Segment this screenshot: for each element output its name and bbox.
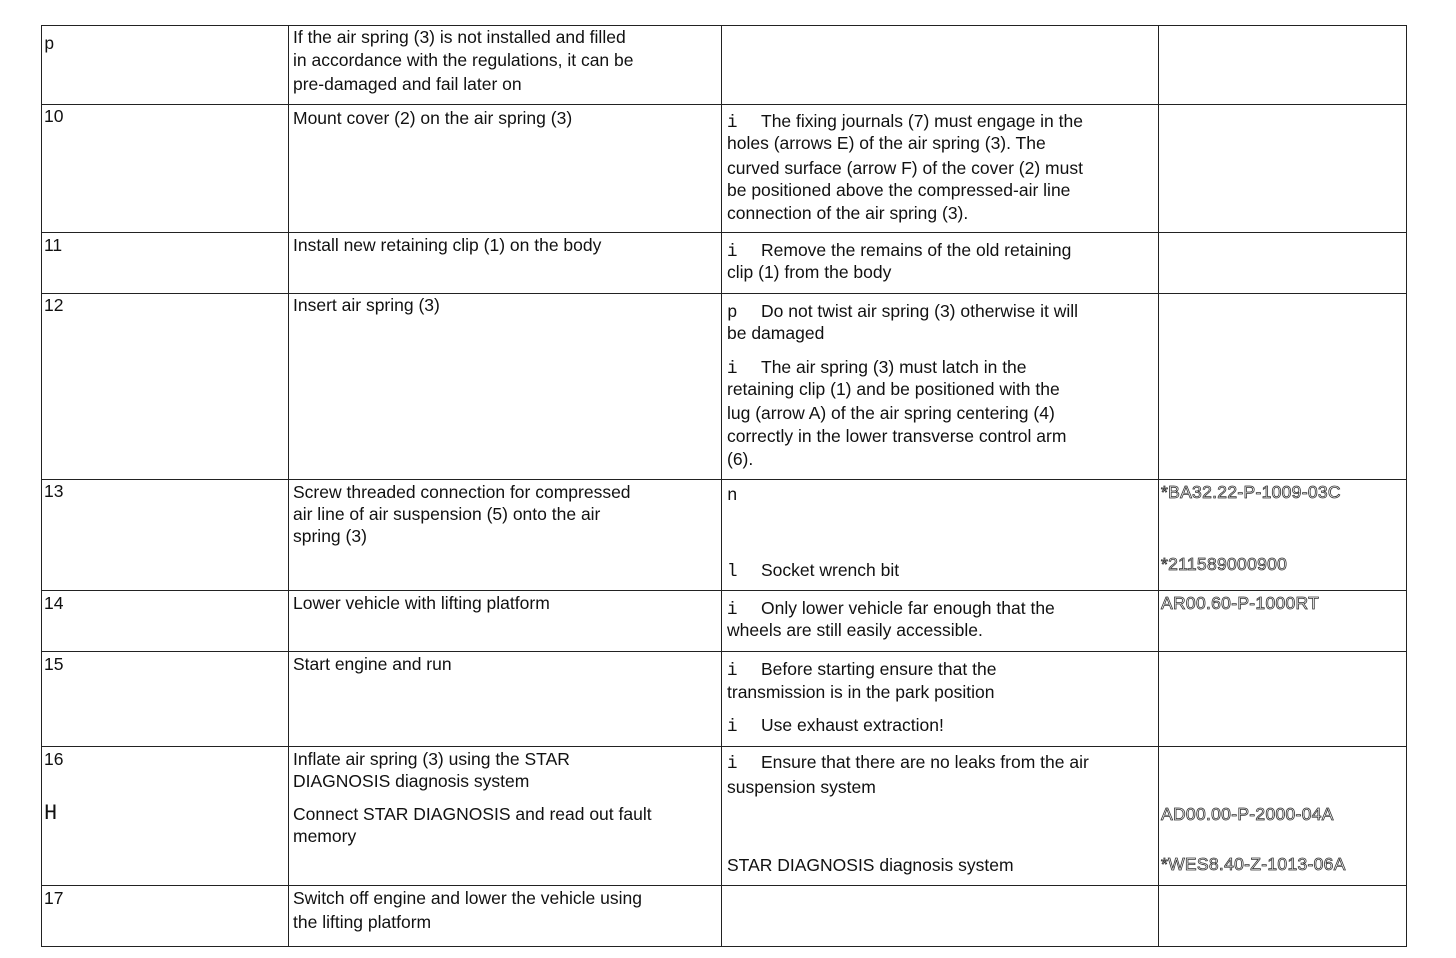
action-cell	[289, 652, 722, 747]
info-icon: i	[727, 717, 738, 737]
info-icon: i	[727, 359, 738, 379]
note-line: Before starting ensure that the	[761, 659, 997, 679]
notes-cell	[722, 747, 1159, 886]
action-line: in accordance with the regulations, it can be	[293, 50, 634, 70]
table-row	[42, 591, 1407, 652]
note-line: retaining clip (1) and be positioned with the	[727, 379, 1060, 399]
step-label: 15	[44, 654, 64, 674]
action-line: Install new retaining clip (1) on the body	[293, 235, 602, 255]
tool-icon: n	[727, 486, 738, 506]
notes-cell	[722, 591, 1159, 652]
action-line: pre-damaged and fail later on	[293, 74, 522, 94]
note-line: be damaged	[727, 323, 825, 343]
action-line: Inflate air spring (3) using the STAR	[293, 749, 570, 769]
action-line: memory	[293, 826, 357, 846]
action-cell	[289, 591, 722, 652]
note-line: Remove the remains of the old retaining	[761, 240, 1072, 260]
warning-icon: p	[727, 303, 738, 323]
step-cell	[42, 294, 289, 480]
note-line: STAR DIAGNOSIS diagnosis system	[727, 855, 1014, 875]
note-line: wheels are still easily accessible.	[727, 620, 983, 640]
table-row	[42, 747, 1407, 886]
info-icon: i	[727, 242, 738, 262]
action-line: Insert air spring (3)	[293, 295, 440, 315]
action-line: Connect STAR DIAGNOSIS and read out fault	[293, 804, 652, 824]
notes-cell	[722, 652, 1159, 747]
note-line: holes (arrows E) of the air spring (3). The	[727, 133, 1046, 153]
note-line: The fixing journals (7) must engage in the	[761, 111, 1083, 131]
note-line: Only lower vehicle far enough that the	[761, 598, 1055, 618]
note-line: clip (1) from the body	[727, 262, 892, 282]
notes-cell	[722, 26, 1159, 105]
notes-cell	[722, 480, 1159, 591]
step-cell	[42, 480, 289, 591]
step-label: 11	[44, 235, 63, 255]
note-line: Ensure that there are no leaks from the air	[761, 752, 1089, 772]
reference-cell	[1159, 652, 1407, 747]
step-label: 14	[44, 593, 64, 613]
step-label: 12	[44, 295, 64, 315]
table-row	[42, 480, 1407, 591]
reference-code[interactable]: *BA32.22-P-1009-03C	[1161, 482, 1341, 502]
action-line: Mount cover (2) on the air spring (3)	[293, 108, 573, 128]
reference-cell	[1159, 233, 1407, 294]
action-line: spring (3)	[293, 526, 367, 546]
reference-cell	[1159, 886, 1407, 947]
step-label: 16	[44, 749, 64, 769]
action-cell	[289, 233, 722, 294]
info-icon: i	[727, 661, 738, 681]
procedure-table	[41, 25, 1407, 947]
step-cell	[42, 105, 289, 233]
notes-cell	[722, 294, 1159, 480]
step-label: 10	[44, 106, 64, 126]
info-icon: i	[727, 754, 738, 774]
action-cell	[289, 747, 722, 886]
step-cell	[42, 591, 289, 652]
action-cell	[289, 26, 722, 105]
step-label: 13	[44, 481, 64, 501]
notes-cell	[722, 105, 1159, 233]
note-line: The air spring (3) must latch in the	[761, 357, 1027, 377]
action-line: Switch off engine and lower the vehicle using	[293, 888, 642, 908]
step-cell	[42, 886, 289, 947]
action-cell	[289, 480, 722, 591]
note-line: suspension system	[727, 777, 876, 797]
reference-cell	[1159, 591, 1407, 652]
diagnosis-icon: H	[44, 801, 58, 826]
table-row	[42, 233, 1407, 294]
note-line: Socket wrench bit	[761, 560, 900, 580]
info-icon: i	[727, 113, 738, 133]
notes-cell	[722, 886, 1159, 947]
reference-code[interactable]: *211589000900	[1161, 554, 1288, 574]
note-line: transmission is in the park position	[727, 682, 995, 702]
table-row	[42, 26, 1407, 105]
action-line: air line of air suspension (5) onto the air	[293, 504, 601, 524]
action-line: If the air spring (3) is not installed and filled	[293, 27, 626, 47]
tool-list-icon: l	[727, 562, 738, 582]
notes-cell	[722, 233, 1159, 294]
note-line: Do not twist air spring (3) otherwise it will	[761, 301, 1079, 321]
reference-cell	[1159, 747, 1407, 886]
note-line: (6).	[727, 449, 754, 469]
table-row	[42, 294, 1407, 480]
reference-cell	[1159, 105, 1407, 233]
note-line: Use exhaust extraction!	[761, 715, 944, 735]
action-line: DIAGNOSIS diagnosis system	[293, 771, 530, 791]
note-line: connection of the air spring (3).	[727, 203, 969, 223]
action-line: Screw threaded connection for compressed	[293, 482, 631, 502]
action-line: the lifting platform	[293, 912, 432, 932]
note-line: curved surface (arrow F) of the cover (2) must	[727, 158, 1083, 178]
table-row	[42, 105, 1407, 233]
action-line: Start engine and run	[293, 654, 452, 674]
reference-cell	[1159, 26, 1407, 105]
action-line: Lower vehicle with lifting platform	[293, 593, 550, 613]
step-label: 17	[44, 888, 64, 908]
action-cell	[289, 105, 722, 233]
reference-code[interactable]: AR00.60-P-1000RT	[1161, 593, 1320, 613]
note-line: correctly in the lower transverse control arm	[727, 426, 1067, 446]
step-cell	[42, 747, 289, 886]
step-label: p	[44, 35, 55, 55]
table-row	[42, 886, 1407, 947]
reference-code[interactable]: AD00.00-P-2000-04A	[1161, 804, 1334, 824]
step-cell	[42, 652, 289, 747]
step-cell	[42, 233, 289, 294]
info-icon: i	[727, 600, 738, 620]
action-cell	[289, 294, 722, 480]
step-cell	[42, 26, 289, 105]
reference-cell	[1159, 480, 1407, 591]
reference-cell	[1159, 294, 1407, 480]
note-line: lug (arrow A) of the air spring centering (4)	[727, 403, 1055, 423]
table-row	[42, 652, 1407, 747]
action-cell	[289, 886, 722, 947]
note-line: be positioned above the compressed-air line	[727, 180, 1071, 200]
reference-code[interactable]: *WES8.40-Z-1013-06A	[1161, 854, 1346, 874]
